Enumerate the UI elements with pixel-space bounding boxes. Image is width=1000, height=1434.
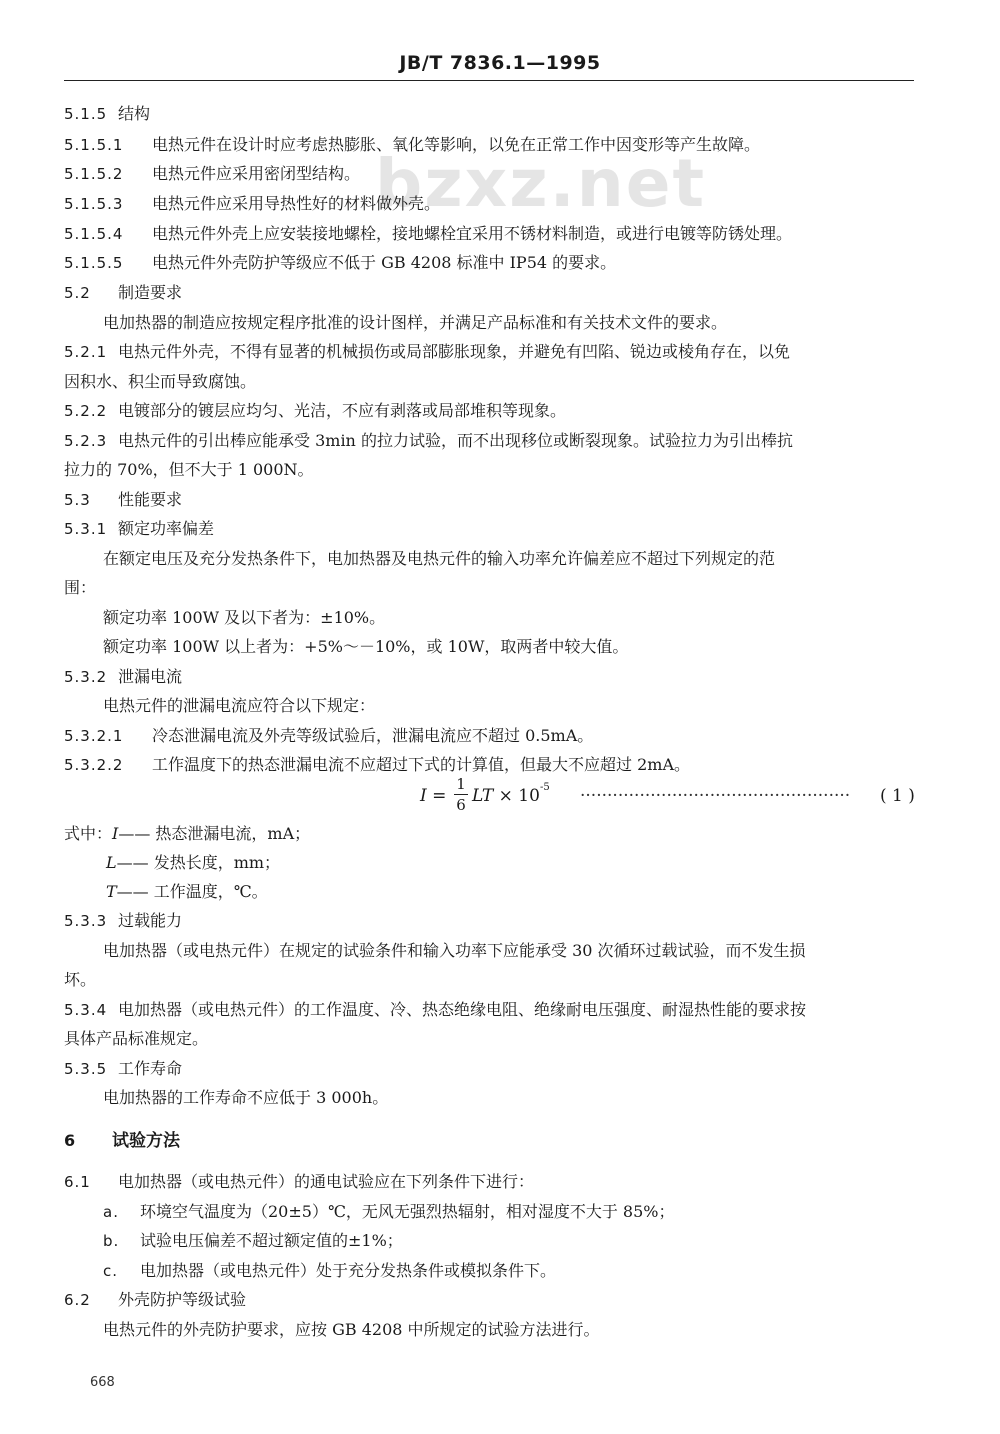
paragraph: 电热元件的泄漏电流应符合以下规定： <box>103 696 376 715</box>
clause-5-2-1: 5.2.1 电热元件外壳，不得有显著的机械损伤或局部膨胀现象，并避免有凹陷、锐边或棱角存在，以免 <box>64 342 791 361</box>
formula-rhs: LT × $10^{-5}$ <box>472 782 550 806</box>
clause-5-1-5-4: 5.1.5.4 电热元件外壳上应安装接地螺栓，接地螺栓宜采用不锈材料制造，或进行电镀等防锈处理。 <box>64 224 793 243</box>
leader-dots: ·················································· <box>580 786 851 806</box>
list-item: 额定功率 100W 以上者为：+5%～－10%，或 10W，取两者中较大值。 <box>103 637 629 656</box>
clause-5-2-2: 5.2.2 电镀部分的镀层应均匀、光洁，不应有剥落或局部堆积等现象。 <box>64 401 567 420</box>
paragraph: 电加热器的工作寿命不应低于 3 000h。 <box>103 1088 389 1107</box>
page-header: JB/T 7836.1—1995 <box>399 52 601 74</box>
list-item-c: c. 电加热器（或电热元件）处于充分发热条件或模拟条件下。 <box>103 1261 557 1280</box>
list-item: 额定功率 100W 及以下者为：±10%。 <box>103 608 386 627</box>
where-item: 式中：I—— 热态泄漏电流，mA； <box>64 824 311 843</box>
clause-5-3-2: 5.3.2 泄漏电流 <box>64 667 183 686</box>
paragraph-continuation: 具体产品标准规定。 <box>64 1029 209 1048</box>
list-item-a: a. 环境空气温度为（20±5）℃，无风无强烈热辐射，相对湿度不大于 85%； <box>103 1202 675 1221</box>
paragraph-continuation: 围： <box>64 578 97 597</box>
clause-5-1-5-1: 5.1.5.1 电热元件在设计时应考虑热膨胀、氧化等影响，以免在正常工作中因变形等产生故障。 <box>64 135 761 154</box>
clause-5-3-3: 5.3.3 过载能力 <box>64 911 183 930</box>
clause-5-3-1: 5.3.1 额定功率偏差 <box>64 519 215 538</box>
clause-5-1-5-3: 5.1.5.3 电热元件应采用导热性好的材料做外壳。 <box>64 194 441 213</box>
clause-6-2: 6.2 外壳防护等级试验 <box>64 1290 247 1309</box>
fraction: 1 6 <box>454 775 468 814</box>
paragraph-continuation: 拉力的 70%，但不大于 1 000N。 <box>64 460 314 479</box>
clause-5-1-5-5: 5.1.5.5 电热元件外壳防护等级应不低于 GB 4208 标准中 IP54 的要求。 <box>64 253 617 272</box>
where-item: T—— 工作温度，℃。 <box>106 882 268 901</box>
list-item-b: b. 试验电压偏差不超过额定值的±1%； <box>103 1231 403 1250</box>
paragraph: 电热元件的外壳防护要求，应按 GB 4208 中所规定的试验方法进行。 <box>103 1320 600 1339</box>
formula-lhs: I = <box>420 786 447 806</box>
clause-5-2-3: 5.2.3 电热元件的引出棒应能承受 3min 的拉力试验，而不出现移位或断裂现象。试验拉力为引出棒抗 <box>64 431 793 450</box>
page-number: 668 <box>90 1375 115 1390</box>
clause-6-1: 6.1 电加热器（或电热元件）的通电试验应在下列条件下进行： <box>64 1172 535 1191</box>
clause-5-3-2-2: 5.3.2.2 工作温度下的热态泄漏电流不应超过下式的计算值，但最大不应超过 2mA。 <box>64 755 690 774</box>
clause-5-3-2-1: 5.3.2.1 冷态泄漏电流及外壳等级试验后，泄漏电流应不超过 0.5mA。 <box>64 726 594 745</box>
clause-5-1-5: 5.1.5 结构 <box>64 104 151 123</box>
paragraph: 电加热器的制造应按规定程序批准的设计图样，并满足产品标准和有关技术文件的要求。 <box>103 313 728 332</box>
equation-number: ( 1 ) <box>880 786 915 806</box>
where-item: L—— 发热长度，mm； <box>106 853 281 872</box>
paragraph-continuation: 因积水、积尘而导致腐蚀。 <box>64 372 257 391</box>
section-6-title: 6 试验方法 <box>64 1131 180 1151</box>
clause-5-2: 5.2 制造要求 <box>64 283 183 302</box>
paragraph: 电加热器（或电热元件）在规定的试验条件和输入功率下应能承受 30 次循环过载试验，而不发生损 <box>103 941 806 960</box>
clause-5-3-5: 5.3.5 工作寿命 <box>64 1059 183 1078</box>
clause-5-3-4: 5.3.4 电加热器（或电热元件）的工作温度、冷、热态绝缘电阻、绝缘耐电压强度、耐湿热性能的要求按 <box>64 1000 807 1019</box>
clause-5-3: 5.3 性能要求 <box>64 490 183 509</box>
watermark: bzxz.net <box>375 145 707 222</box>
clause-5-1-5-2: 5.1.5.2 电热元件应采用密闭型结构。 <box>64 164 361 183</box>
paragraph-continuation: 坏。 <box>64 970 97 989</box>
header-divider <box>64 80 914 81</box>
formula-1 <box>420 775 920 825</box>
paragraph: 在额定电压及充分发热条件下，电加热器及电热元件的输入功率允许偏差应不超过下列规定的范 <box>103 549 776 568</box>
